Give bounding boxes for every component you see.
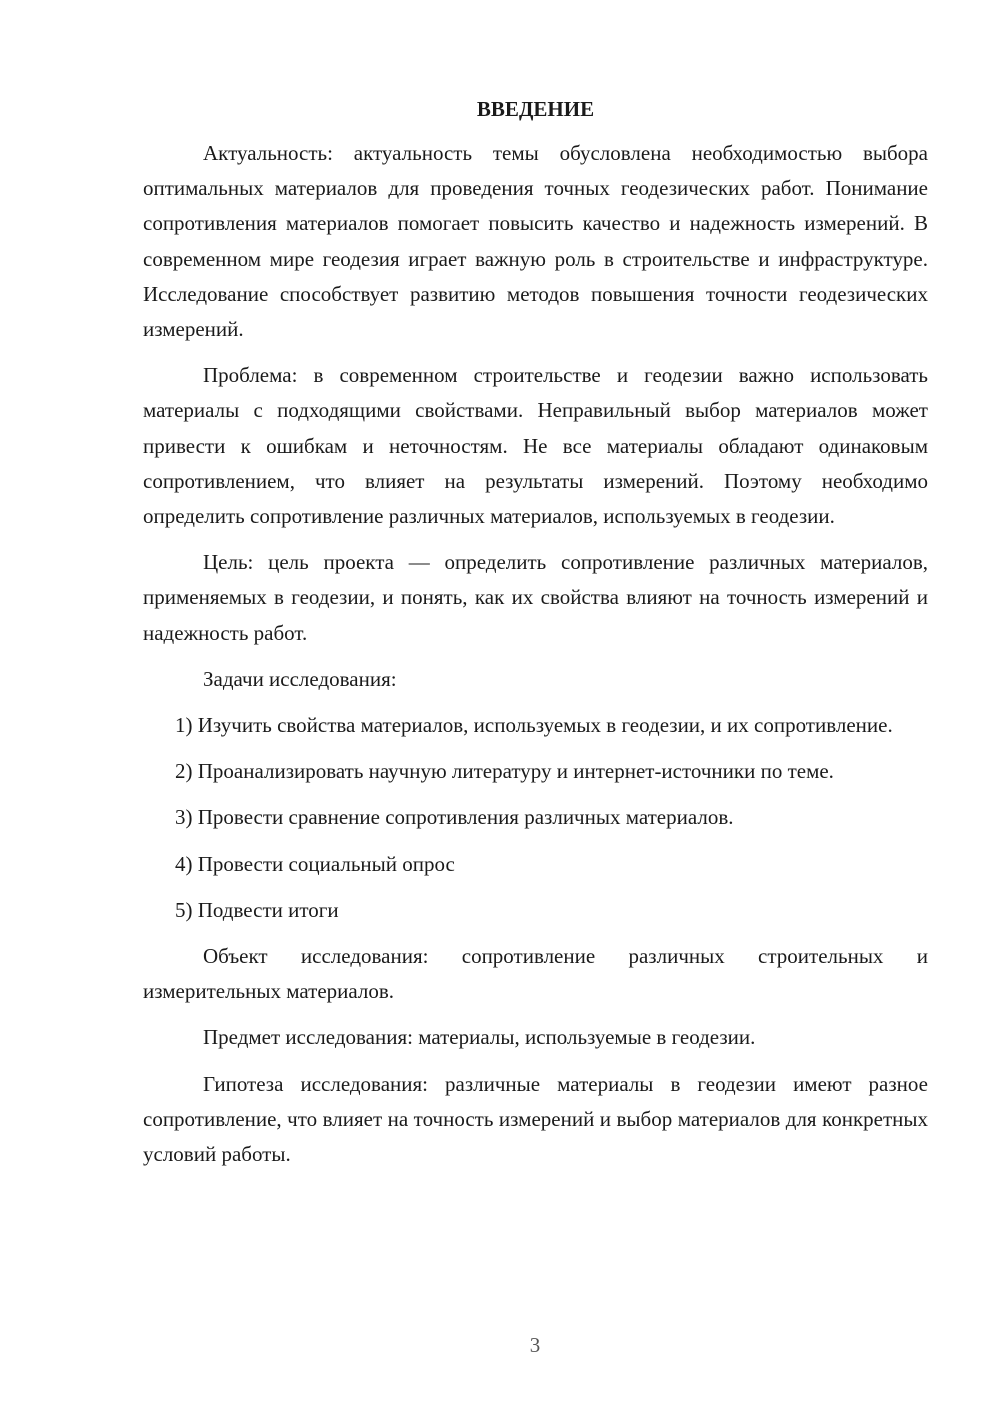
paragraph-goal: Цель: цель проекта — определить сопротивление различных материалов, применяемых в геодезии, и понять, как их свойства влияют на точность измерений и надежность работ. <box>143 550 928 645</box>
task-item-5: 5) Подвести итоги <box>175 897 339 922</box>
task-item-1: 1) Изучить свойства материалов, используемых в геодезии, и их сопротивление. <box>175 713 893 738</box>
paragraph-problem: Проблема: в современном строительстве и геодезии важно использовать материалы с подходящими свойствами. Неправильный выбор материалов может привести к ошибкам и неточностям. Не все материалы обладают одинаковым сопротивлением, что влияет на результаты измерений. Поэтому необходимо определить сопротивление различных материалов, используемых в геодезии. <box>143 363 928 529</box>
tasks-heading: Задачи исследования: <box>203 666 397 691</box>
page-title: ВВЕДЕНИЕ <box>476 97 595 121</box>
task-item-4: 4) Провести социальный опрос <box>175 851 455 876</box>
page-number: 3 <box>529 1333 541 1357</box>
paragraph-relevance: Актуальность: актуальность темы обусловлена необходимостью выбора оптимальных материалов для проведения точных геодезических работ. Понимание сопротивления материалов помогает повысить качество и надежность измерений. В современном мире геодезия играет важную роль в строительстве и инфраструктуре. Исследование способствует развитию методов повышения точности геодезических измерений. <box>143 141 928 342</box>
task-item-2: 2) Проанализировать научную литературу и интернет-источники по теме. <box>175 759 834 784</box>
task-item-3: 3) Провести сравнение сопротивления различных материалов. <box>175 805 734 830</box>
paragraph-subject: Предмет исследования: материалы, используемые в геодезии. <box>203 1025 756 1050</box>
document-body <box>143 94 928 1183</box>
paragraph-object: Объект исследования: сопротивление различных строительных и измерительных материалов. <box>143 944 928 1004</box>
paragraph-hypothesis: Гипотеза исследования: различные материалы в геодезии имеют разное сопротивление, что влияет на точность измерений и выбор материалов для конкретных условий работы. <box>143 1071 928 1167</box>
